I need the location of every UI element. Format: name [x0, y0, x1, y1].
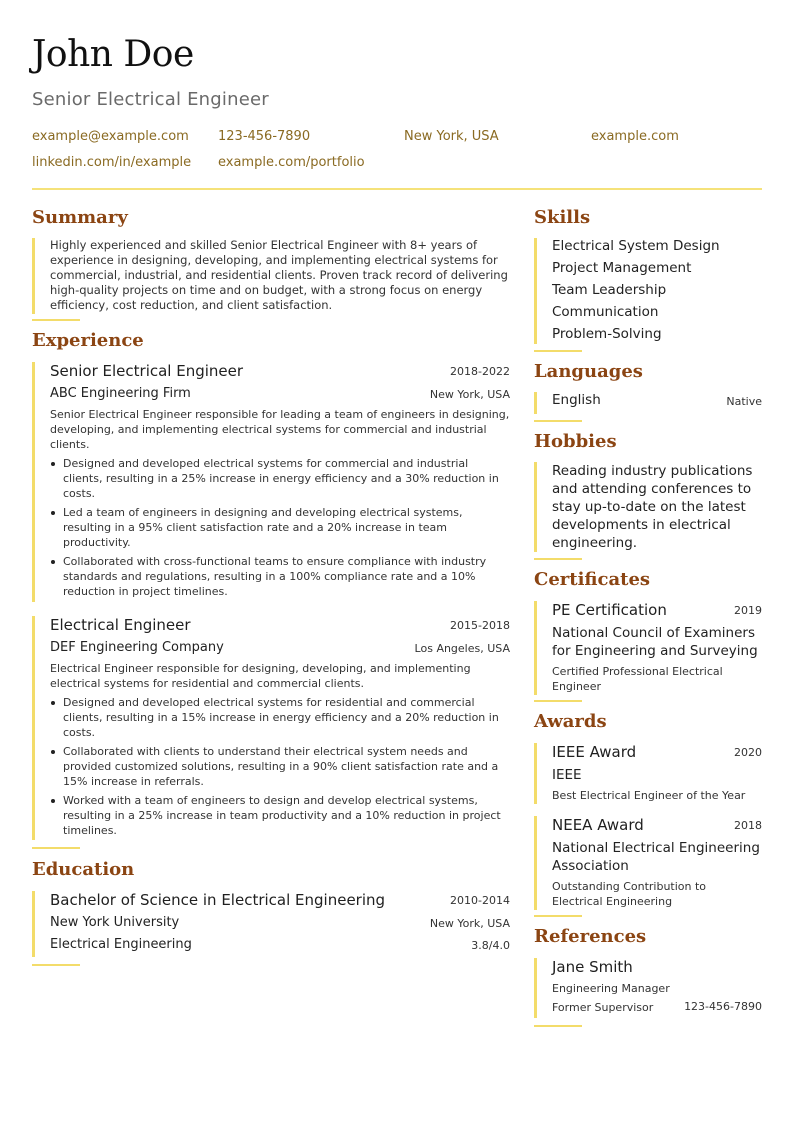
achievement-item: Led a team of engineers in designing and developing electrical systems, resulting in a 95% client satisfaction rate and a 20% increase in team productivity. — [50, 505, 510, 550]
award-description: Outstanding Contribution to Electrical Engineering — [552, 880, 707, 908]
achievement-item: Collaborated with clients to understand their electrical system needs and provided customized solutions, resulting in a 90% client satisfaction rate and a 15% increase in referrals. — [50, 744, 510, 789]
education-end-rule — [32, 964, 80, 966]
languages-end-rule — [534, 420, 582, 422]
education-heading: Education — [32, 859, 135, 880]
summary-text: Highly experienced and skilled Senior Electrical Engineer with 8+ years of experience in designing, developing, and implementing electrical systems for commercial, industrial, and residential clients. Proven track record of delivering high-quality projects on time and on budget, with a strong focus on energy efficiency, cost reduction, and client satisfaction. — [50, 238, 508, 312]
job-company: DEF Engineering Company — [50, 640, 224, 655]
references-heading: References — [534, 926, 647, 947]
job-date: 2018-2022 — [450, 365, 510, 378]
references-accent-bar — [534, 958, 537, 1018]
award-issuer: IEEE — [552, 767, 582, 783]
award-name: NEEA Award — [552, 816, 644, 834]
experience-heading: Experience — [32, 330, 144, 351]
hobbies-text: Reading industry publications and attending conferences to stay up-to-date on the latest developments in electrical engineering. — [552, 463, 753, 551]
job-location: Los Angeles, USA — [414, 642, 510, 655]
candidate-headline: Senior Electrical Engineer — [32, 89, 269, 110]
award-description: Best Electrical Engineer of the Year — [552, 789, 746, 802]
awards-end-rule — [534, 915, 582, 917]
experience-accent-bar — [32, 362, 35, 602]
contact-website[interactable]: example.com — [591, 129, 679, 144]
education-accent-bar — [32, 891, 35, 957]
achievement-item: Collaborated with cross-functional teams to ensure compliance with industry standards and regulations, resulting in a 100% compliance rate and a 10% reduction in project timelines. — [50, 554, 510, 599]
hobbies-heading: Hobbies — [534, 431, 617, 452]
contact-location: New York, USA — [404, 129, 499, 144]
awards-heading: Awards — [534, 711, 607, 732]
education-gpa: 3.8/4.0 — [471, 939, 510, 952]
education-school: New York University — [50, 915, 180, 930]
job-description: Electrical Engineer responsible for designing, developing, and implementing electrical systems for residential and commercial clients. — [50, 662, 471, 690]
summary-accent-bar — [32, 238, 35, 314]
certificate-name: PE Certification — [552, 601, 667, 619]
job-company: ABC Engineering Firm — [50, 386, 191, 401]
certificates-end-rule — [534, 700, 582, 702]
job-achievements — [50, 456, 510, 603]
experience-accent-bar — [32, 616, 35, 840]
references-end-rule — [534, 1025, 582, 1027]
certificate-issuer: National Council of Examiners for Engineering and Surveying — [552, 625, 758, 659]
skill-item: Communication — [552, 304, 659, 320]
certificates-accent-bar — [534, 601, 537, 695]
skill-item: Electrical System Design — [552, 238, 720, 254]
summary-end-rule — [32, 319, 80, 321]
award-date: 2018 — [734, 819, 762, 832]
contact-portfolio[interactable]: example.com/portfolio — [218, 155, 365, 170]
job-description: Senior Electrical Engineer responsible for leading a team of engineers in designing, developing, and implementing electrical systems for commercial and industrial clients. — [50, 408, 510, 451]
skill-item: Problem-Solving — [552, 326, 662, 342]
award-issuer: National Electrical Engineering Association — [552, 840, 760, 874]
skill-item: Team Leadership — [552, 282, 667, 298]
awards-accent-bar — [534, 743, 537, 804]
award-name: IEEE Award — [552, 743, 637, 761]
job-date: 2015-2018 — [450, 619, 510, 632]
job-position: Electrical Engineer — [50, 616, 191, 634]
skills-heading: Skills — [534, 207, 591, 228]
header-divider — [32, 188, 762, 190]
skills-accent-bar — [534, 238, 537, 344]
achievement-item: Designed and developed electrical systems for commercial and industrial clients, resulting in a 25% increase in energy efficiency and a 30% reduction in costs. — [50, 456, 510, 501]
awards-accent-bar — [534, 816, 537, 910]
reference-relation: Former Supervisor — [552, 1001, 654, 1014]
contact-phone[interactable]: 123-456-7890 — [218, 129, 311, 144]
experience-end-rule — [32, 847, 80, 849]
award-date: 2020 — [734, 746, 762, 759]
skill-item: Project Management — [552, 260, 692, 276]
job-position: Senior Electrical Engineer — [50, 362, 244, 380]
hobbies-accent-bar — [534, 462, 537, 552]
certificate-description: Certified Professional Electrical Engineer — [552, 665, 723, 693]
certificate-date: 2019 — [734, 604, 762, 617]
education-date: 2010-2014 — [450, 894, 510, 907]
achievement-item: Worked with a team of engineers to design and develop electrical systems, resulting in a 25% increase in team productivity and a 10% reduction in project timelines. — [50, 793, 510, 838]
reference-phone[interactable]: 123-456-7890 — [684, 1000, 762, 1013]
language-name: English — [552, 392, 601, 408]
skills-end-rule — [534, 350, 582, 352]
contact-linkedin[interactable]: linkedin.com/in/example — [32, 155, 192, 170]
languages-accent-bar — [534, 392, 537, 414]
candidate-name: John Doe — [32, 34, 194, 75]
reference-role: Engineering Manager — [552, 982, 670, 995]
education-location: New York, USA — [429, 917, 510, 930]
job-location: New York, USA — [429, 388, 510, 401]
certificates-heading: Certificates — [534, 569, 651, 590]
achievement-item: Designed and developed electrical systems for residential and commercial clients, resulting in a 15% increase in energy efficiency and a 20% reduction in costs. — [50, 695, 510, 740]
summary-heading: Summary — [32, 207, 128, 228]
languages-heading: Languages — [534, 361, 643, 382]
education-field: Electrical Engineering — [50, 937, 192, 952]
contact-email[interactable]: example@example.com — [32, 129, 189, 144]
hobbies-end-rule — [534, 558, 582, 560]
education-degree: Bachelor of Science in Electrical Engineering — [50, 891, 386, 909]
language-level: Native — [726, 395, 762, 408]
reference-name: Jane Smith — [552, 958, 633, 976]
job-achievements — [50, 695, 510, 842]
